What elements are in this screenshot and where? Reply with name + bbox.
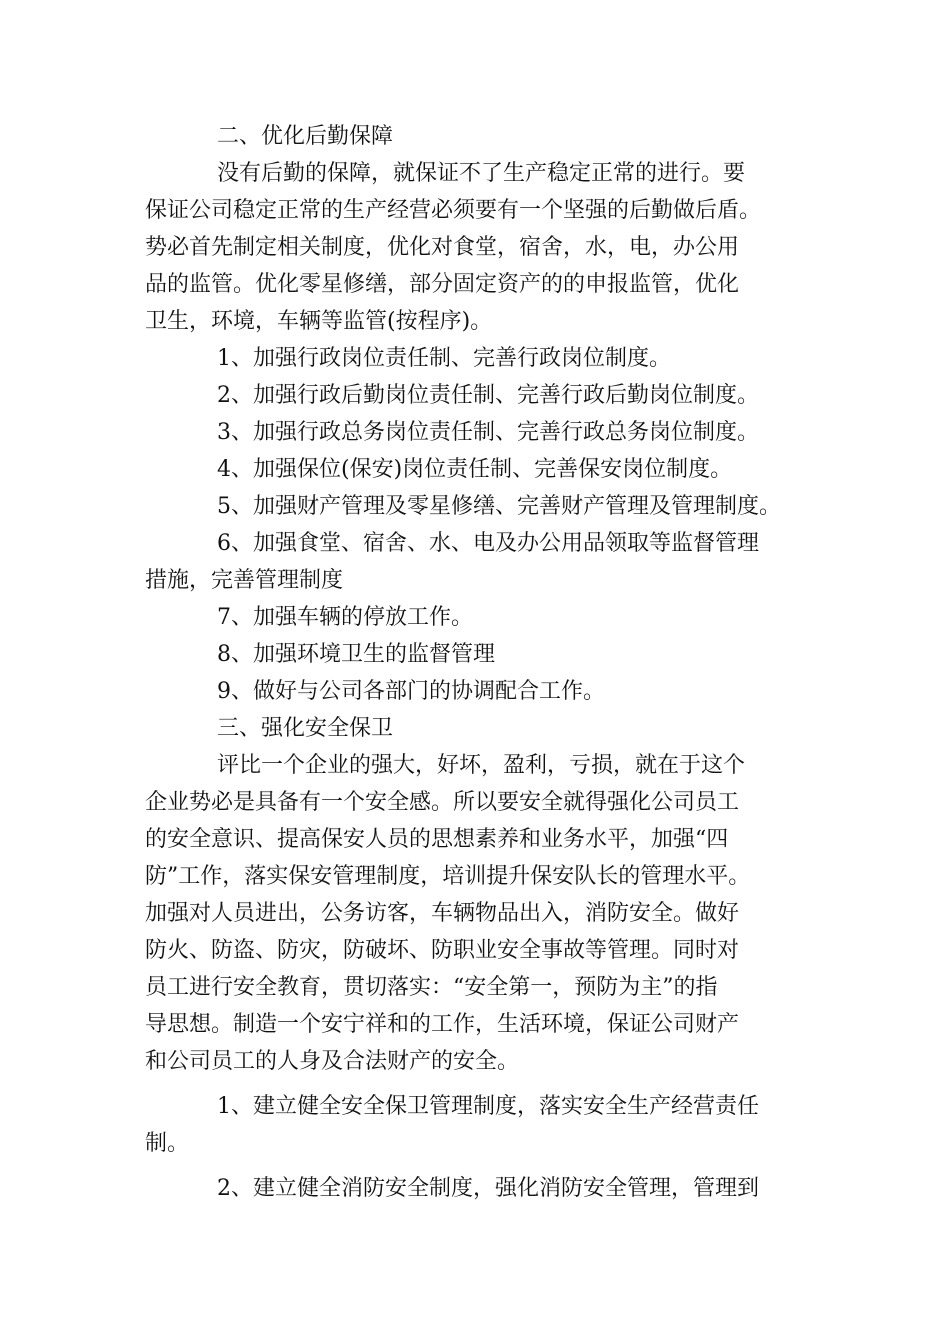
list-item: 3、加强行政总务岗位责任制、完善行政总务岗位制度。: [217, 420, 759, 445]
paragraph-line: 保证公司稳定正常的生产经营必须要有一个坚强的后勤做后盾。: [145, 198, 762, 223]
list-item: 1、建立健全安全保卫管理制度，落实安全生产经营责任: [217, 1094, 759, 1119]
paragraph-line: 卫生，环境，车辆等监管(按程序)。: [145, 309, 493, 334]
list-item: 8、加强环境卫生的监督管理: [217, 642, 495, 667]
list-item: 5、加强财产管理及零星修缮、完善财产管理及管理制度。: [217, 494, 781, 519]
list-item: 9、做好与公司各部门的协调配合工作。: [217, 679, 605, 704]
list-item-continuation: 制。: [145, 1131, 190, 1156]
paragraph-line: 企业势必是具备有一个安全感。所以要安全就得强化公司员工: [145, 790, 740, 815]
list-item: 1、加强行政岗位责任制、完善行政岗位制度。: [217, 346, 671, 371]
list-item: 7、加强车辆的停放工作。: [217, 605, 473, 630]
list-item: 6、加强食堂、宿舍、水、电及办公用品领取等监督管理: [217, 531, 759, 556]
paragraph-line: 和公司员工的人身及合法财产的安全。: [145, 1049, 520, 1074]
section-heading: 三、强化安全保卫: [217, 716, 394, 741]
list-item: 4、加强保位(保安)岗位责任制、完善保安岗位制度。: [217, 457, 733, 482]
paragraph-line: 势必首先制定相关制度，优化对食堂，宿舍，水，电，办公用: [145, 235, 740, 260]
list-item-continuation: 措施，完善管理制度: [145, 568, 344, 593]
paragraph-line: 防”工作，落实保安管理制度，培训提升保安队长的管理水平。: [145, 864, 751, 889]
paragraph-line: 导思想。制造一个安宁祥和的工作，生活环境，保证公司财产: [145, 1012, 740, 1037]
paragraph-line: 员工进行安全教育，贯切落实：“安全第一，预防为主”的指: [145, 975, 718, 1000]
paragraph-line: 评比一个企业的强大，好坏，盈利，亏损，就在于这个: [217, 753, 746, 778]
section-heading: 二、优化后勤保障: [217, 124, 394, 149]
paragraph-line: 加强对人员进出，公务访客，车辆物品出入，消防安全。做好: [145, 901, 740, 926]
list-item: 2、建立健全消防安全制度，强化消防安全管理，管理到: [217, 1176, 759, 1201]
paragraph-line: 的安全意识、提高保安人员的思想素养和业务水平，加强“四: [145, 827, 729, 852]
paragraph-line: 没有后勤的保障，就保证不了生产稳定正常的进行。要: [217, 161, 746, 186]
paragraph-line: 品的监管。优化零星修缮，部分固定资产的的申报监管，优化: [145, 272, 740, 297]
paragraph-line: 防火、防盗、防灾，防破坏、防职业安全事故等管理。同时对: [145, 938, 740, 963]
list-item: 2、加强行政后勤岗位责任制、完善行政后勤岗位制度。: [217, 383, 759, 408]
